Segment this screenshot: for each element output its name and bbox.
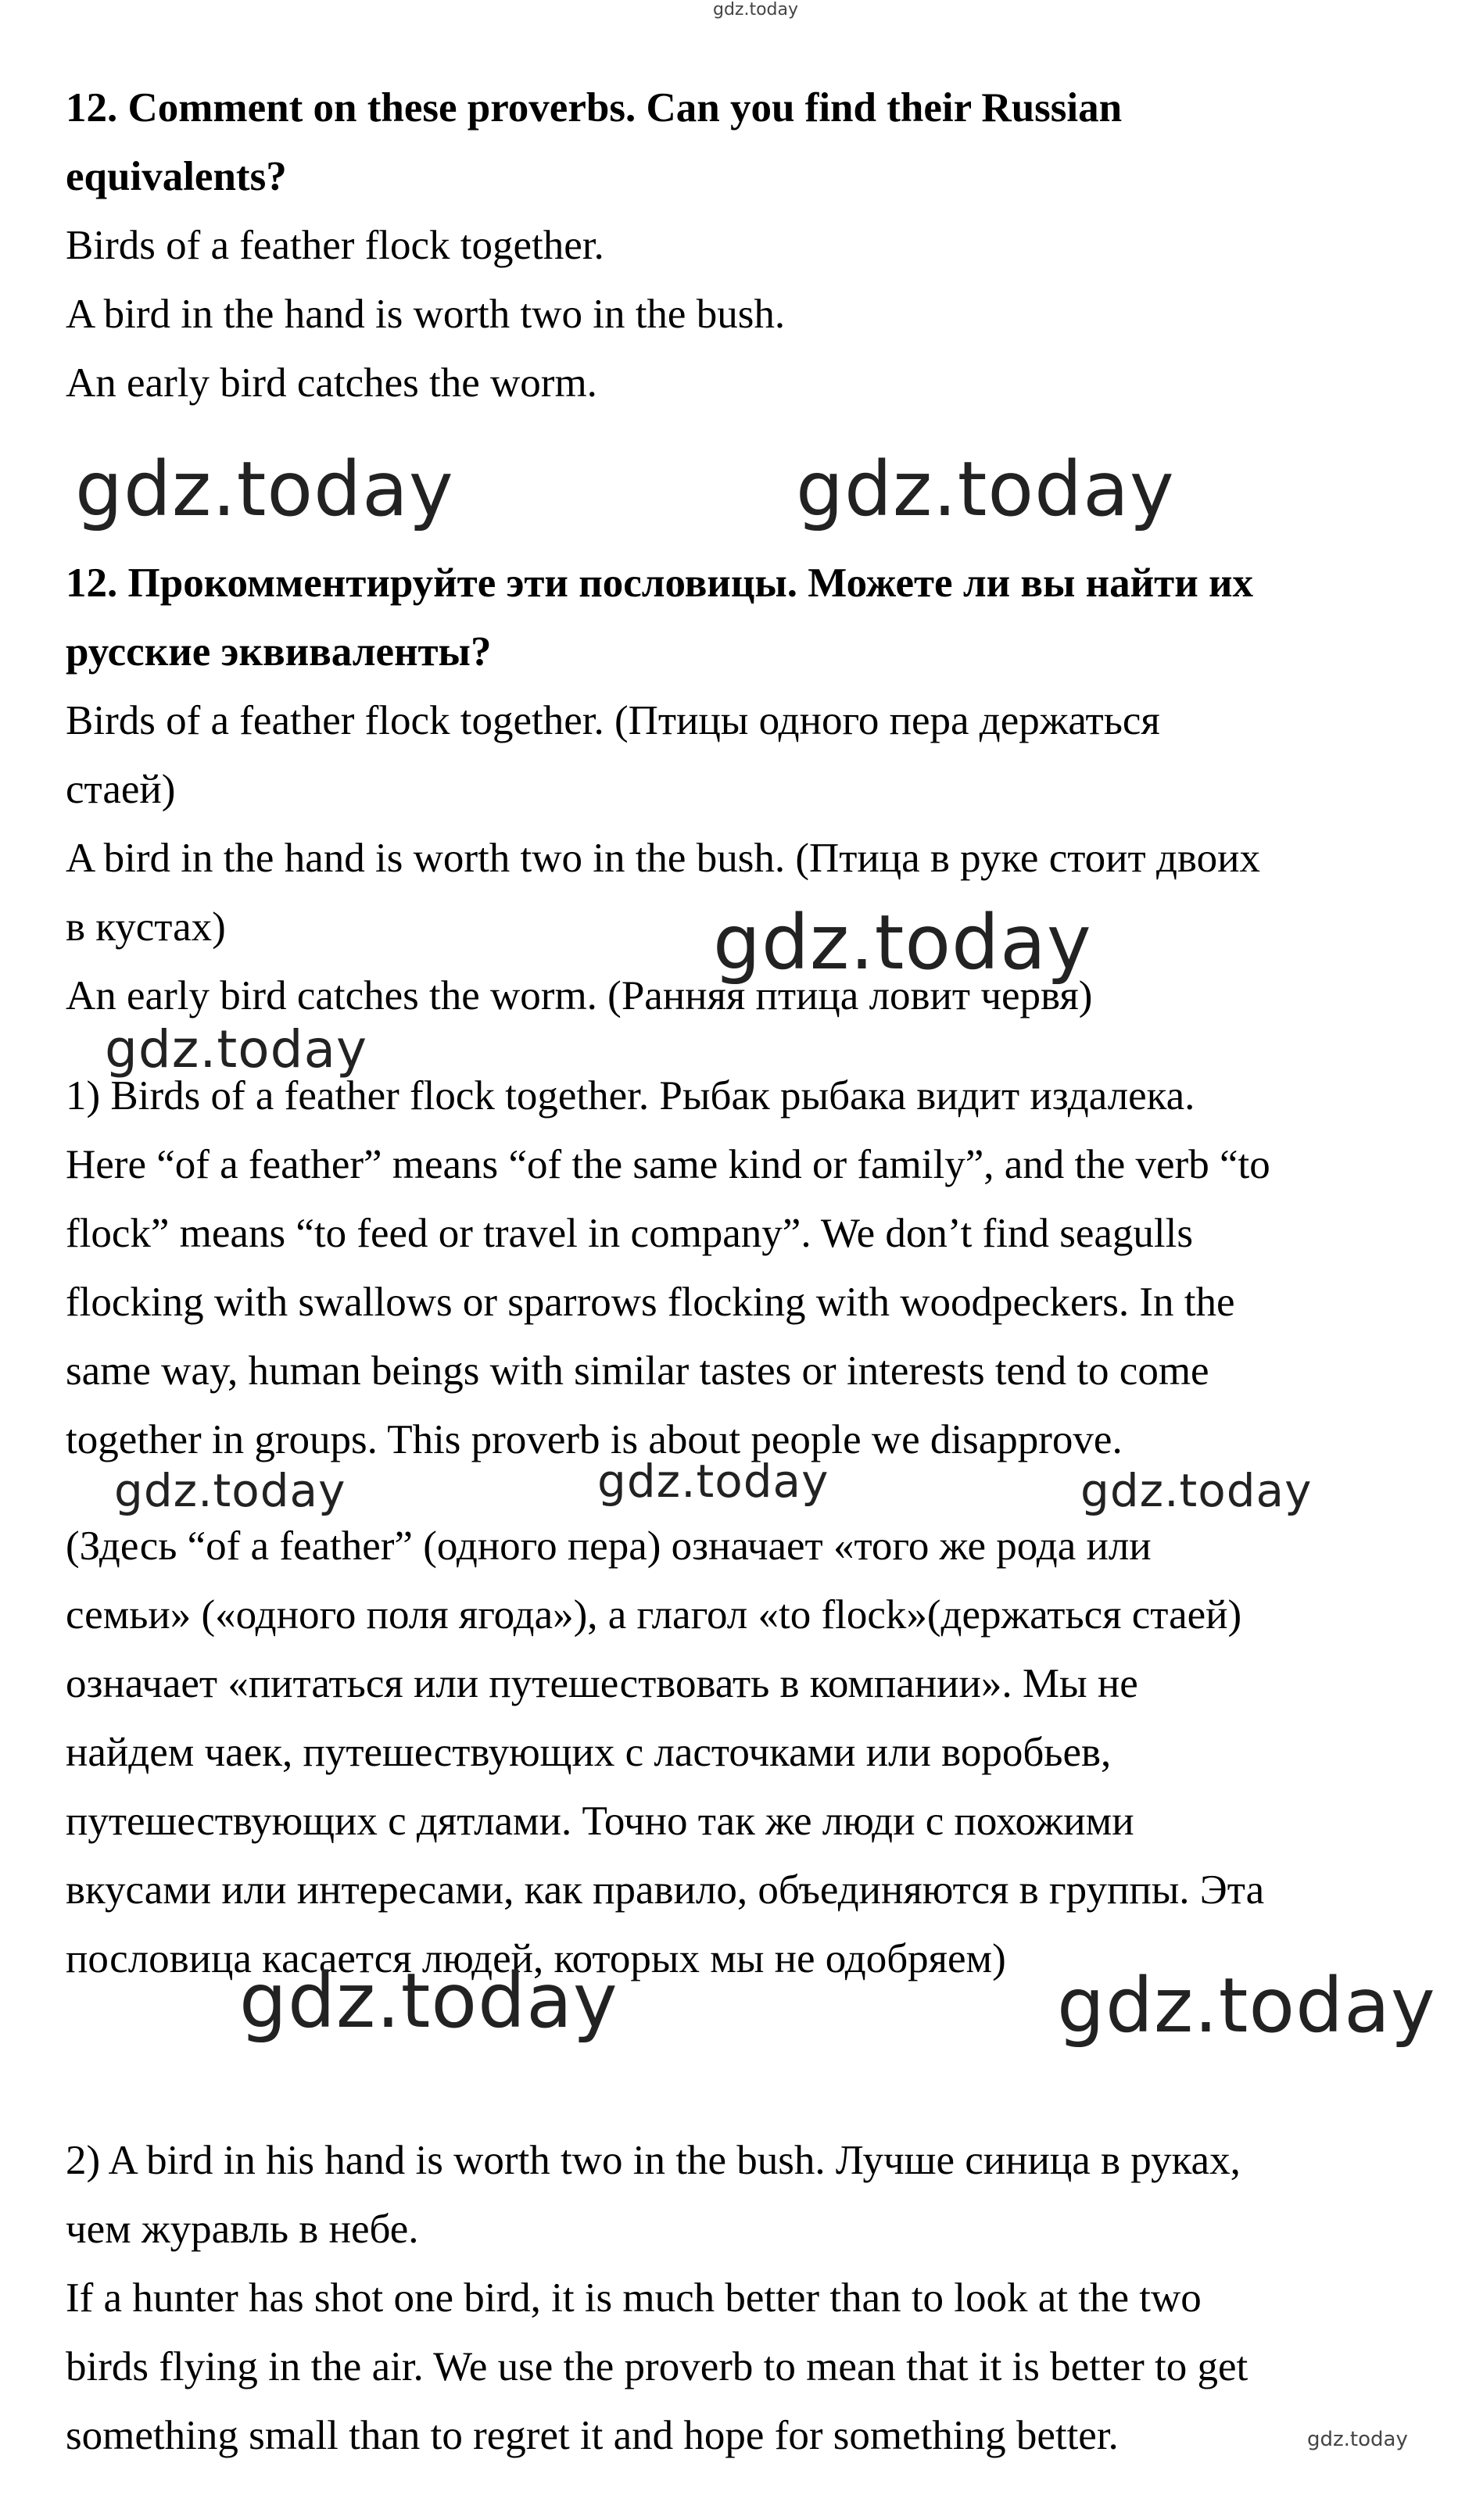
watermark: gdz.today [713,0,799,20]
proverb-line: Birds of a feather flock together. [66,223,604,268]
answer-1-translation: вкусами или интересами, как правило, объединяются в группы. Эта [66,1867,1265,1913]
answer-1-translation: пословица касается людей, которых мы не одобряем) [66,1936,1006,1981]
translation-line: Birds of a feather flock together. (Птицы одного пера держаться [66,698,1160,743]
answer-1-translation: семьи» («одного поля ягода»), а глагол «to flock»(держаться стаей) [66,1592,1242,1638]
watermark: gdz.today [713,899,1092,986]
answer-1-line: flock” means “to feed or travel in company”. We don’t find seagulls [66,1211,1193,1256]
answer-2-line: чем журавль в небе. [66,2207,419,2252]
watermark: gdz.today [1307,2428,1408,2451]
task-heading-ru: русские эквиваленты? [66,629,492,675]
answer-2-line: something small than to regret it and hope for something better. [66,2413,1119,2458]
answer-1-translation: означает «питаться или путешествовать в компании». Мы не [66,1661,1138,1706]
task-heading-en: 12. Comment on these proverbs. Can you find their Russian [66,85,1123,131]
answer-1-line: together in groups. This proverb is about people we disapprove. [66,1417,1123,1462]
answer-2-line: 2) A bird in his hand is worth two in the bush. Лучше синица в руках, [66,2138,1241,2183]
answer-1-translation: путешествующих с дятлами. Точно так же люди с похожими [66,1799,1134,1844]
translation-line: в кустах) [66,904,226,950]
watermark: gdz.today [597,1455,829,1508]
task-heading-ru: 12. Прокомментируйте эти пословицы. Можете ли вы найти их [66,560,1254,606]
watermark: gdz.today [105,1019,368,1079]
answer-1-line: flocking with swallows or sparrows flocking with woodpeckers. In the [66,1280,1235,1325]
answer-2-line: If a hunter has shot one bird, it is much better than to look at the two [66,2275,1202,2321]
watermark: gdz.today [1080,1464,1313,1517]
answer-1-line: 1) Birds of a feather flock together. Рыбак рыбака видит издалека. [66,1073,1195,1119]
watermark: gdz.today [796,446,1175,533]
watermark: gdz.today [114,1464,346,1517]
answer-2-line: birds flying in the air. We use the proverb to mean that it is better to get [66,2344,1249,2389]
proverb-line: An early bird catches the worm. [66,360,597,406]
translation-line: An early bird catches the worm. (Ранняя птица ловит червя) [66,973,1093,1018]
answer-1-line: Here “of a feather” means “of the same kind or family”, and the verb “to [66,1142,1270,1187]
proverb-line: A bird in the hand is worth two in the bush. [66,292,786,337]
task-heading-en: equivalents? [66,154,287,199]
translation-line: стаей) [66,767,176,812]
watermark: gdz.today [75,446,454,533]
watermark: gdz.today [1057,1962,1436,2049]
answer-1-translation: (Здесь “of a feather” (одного пера) означает «того же рода или [66,1523,1152,1569]
watermark: gdz.today [239,1957,618,2045]
answer-1-translation: найдем чаек, путешествующих с ласточками или воробьев, [66,1730,1112,1775]
answer-1-line: same way, human beings with similar tastes or interests tend to come [66,1348,1209,1394]
translation-line: A bird in the hand is worth two in the bush. (Птица в руке стоит двоих [66,836,1260,881]
